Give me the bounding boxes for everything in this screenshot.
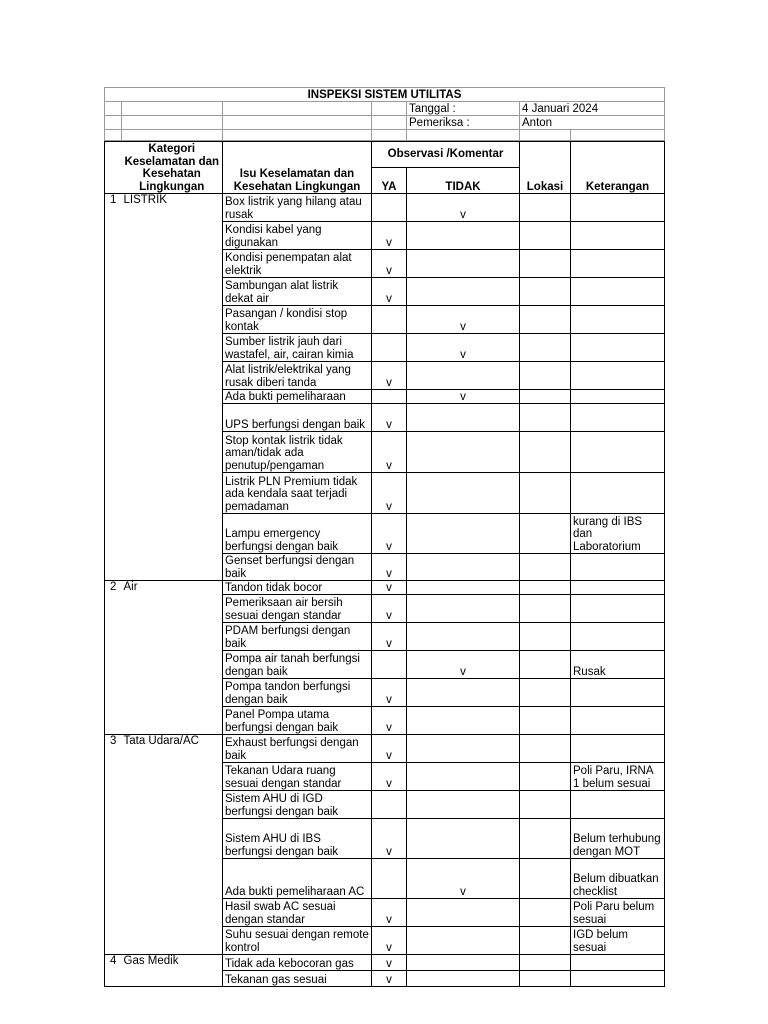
category-name: LISTRIK (122, 194, 223, 581)
issue-cell: Ada bukti pemeliharaan AC (223, 859, 372, 899)
location-cell (520, 306, 571, 334)
location-cell (520, 899, 571, 927)
ya-mark: v (372, 404, 407, 432)
location-cell (520, 679, 571, 707)
category-number: 1 (105, 194, 122, 581)
ya-mark: v (372, 432, 407, 473)
tidak-mark (407, 763, 520, 791)
location-cell (520, 623, 571, 651)
tidak-mark: v (407, 194, 520, 222)
ya-mark: v (372, 514, 407, 554)
issue-cell: Genset berfungsi dengan baik (223, 554, 372, 581)
note-cell (571, 595, 665, 623)
tidak-mark (407, 819, 520, 859)
header-issue: Isu Keselamatan dan Kesehatan Lingkungan (223, 142, 372, 194)
table-row (105, 581, 665, 595)
ya-mark: v (372, 581, 407, 595)
ya-mark (372, 390, 407, 404)
tidak-mark (407, 278, 520, 306)
note-cell (571, 306, 665, 334)
location-cell (520, 581, 571, 595)
table-row (105, 955, 665, 971)
note-cell: Belum dibuatkan checklist (571, 859, 665, 899)
date-value: 4 Januari 2024 (520, 102, 665, 116)
category-number: 4 (105, 955, 122, 987)
ya-mark: v (372, 819, 407, 859)
table-row (105, 194, 665, 222)
issue-cell: Sambungan alat listrik dekat air (223, 278, 372, 306)
tidak-mark: v (407, 651, 520, 679)
ya-mark: v (372, 554, 407, 581)
tidak-mark (407, 899, 520, 927)
note-cell (571, 791, 665, 819)
issue-cell: Alat listrik/elektrikal yang rusak diberi tanda (223, 362, 372, 390)
note-cell (571, 473, 665, 514)
header-observation: Observasi /Komentar (372, 142, 520, 168)
note-cell: Poli Paru, IRNA 1 belum sesuai (571, 763, 665, 791)
note-cell (571, 707, 665, 735)
issue-cell: Pompa tandon berfungsi dengan baik (223, 679, 372, 707)
note-cell (571, 222, 665, 250)
issue-cell: Sumber listrik jauh dari wastafel, air, cairan kimia (223, 334, 372, 362)
tidak-mark: v (407, 859, 520, 899)
tidak-mark (407, 404, 520, 432)
ya-mark (372, 791, 407, 819)
ya-mark (372, 334, 407, 362)
location-cell (520, 791, 571, 819)
location-cell (520, 390, 571, 404)
tidak-mark (407, 735, 520, 763)
location-cell (520, 334, 571, 362)
ya-mark: v (372, 278, 407, 306)
issue-cell: Pemeriksaan air bersih sesuai dengan standar (223, 595, 372, 623)
note-cell (571, 679, 665, 707)
issue-cell: Exhaust berfungsi dengan baik (223, 735, 372, 763)
issue-cell: Ada bukti pemeliharaan (223, 390, 372, 404)
ya-mark: v (372, 222, 407, 250)
tidak-mark (407, 432, 520, 473)
ya-mark: v (372, 623, 407, 651)
location-cell (520, 763, 571, 791)
location-cell (520, 514, 571, 554)
issue-cell: Suhu sesuai dengan remote kontrol (223, 927, 372, 955)
tidak-mark (407, 595, 520, 623)
issue-cell: Tidak ada kebocoran gas (223, 955, 372, 971)
ya-mark: v (372, 927, 407, 955)
tidak-mark (407, 707, 520, 735)
note-cell (571, 404, 665, 432)
note-cell: Belum terhubung dengan MOT (571, 819, 665, 859)
note-cell (571, 432, 665, 473)
location-cell (520, 250, 571, 278)
table-row (105, 735, 665, 763)
ya-mark: v (372, 763, 407, 791)
tidak-mark (407, 581, 520, 595)
note-cell (571, 955, 665, 971)
note-cell (571, 623, 665, 651)
note-cell (571, 334, 665, 362)
tidak-mark: v (407, 334, 520, 362)
ya-mark: v (372, 707, 407, 735)
note-cell (571, 194, 665, 222)
ya-mark: v (372, 679, 407, 707)
issue-cell: Box listrik yang hilang atau rusak (223, 194, 372, 222)
ya-mark (372, 194, 407, 222)
location-cell (520, 859, 571, 899)
category-number: 3 (105, 735, 122, 955)
note-cell (571, 362, 665, 390)
issue-cell: Sistem AHU di IGD berfungsi dengan baik (223, 791, 372, 819)
ya-mark: v (372, 250, 407, 278)
issue-cell: Sistem AHU di IBS berfungsi dengan baik (223, 819, 372, 859)
category-number: 2 (105, 581, 122, 735)
inspection-table (104, 141, 665, 987)
header-location: Lokasi (520, 142, 571, 194)
tidak-mark (407, 955, 520, 971)
issue-cell: Hasil swab AC sesuai dengan standar (223, 899, 372, 927)
tidak-mark (407, 623, 520, 651)
ya-mark (372, 859, 407, 899)
issue-cell: Lampu emergency berfungsi dengan baik (223, 514, 372, 554)
tidak-mark (407, 679, 520, 707)
tidak-mark (407, 222, 520, 250)
location-cell (520, 554, 571, 581)
header-table (104, 87, 665, 141)
category-name: Air (122, 581, 223, 735)
ya-mark: v (372, 971, 407, 987)
note-cell: Rusak (571, 651, 665, 679)
inspector-value: Anton (520, 116, 665, 130)
document-title: INSPEKSI SISTEM UTILITAS (105, 88, 665, 102)
note-cell (571, 581, 665, 595)
ya-mark (372, 306, 407, 334)
tidak-mark (407, 250, 520, 278)
location-cell (520, 404, 571, 432)
inspector-label: Pemeriksa : (407, 116, 520, 130)
note-cell (571, 554, 665, 581)
tidak-mark (407, 927, 520, 955)
header-category: Kategori Keselamatan dan Kesehatan Lingkungan (122, 142, 223, 194)
tidak-mark (407, 971, 520, 987)
note-cell: IGD belum sesuai (571, 927, 665, 955)
location-cell (520, 651, 571, 679)
tidak-mark (407, 362, 520, 390)
tidak-mark (407, 514, 520, 554)
location-cell (520, 278, 571, 306)
ya-mark: v (372, 955, 407, 971)
location-cell (520, 707, 571, 735)
note-cell (571, 971, 665, 987)
ya-mark: v (372, 735, 407, 763)
category-name: Gas Medik (122, 955, 223, 987)
ya-mark: v (372, 473, 407, 514)
location-cell (520, 927, 571, 955)
location-cell (520, 473, 571, 514)
category-name: Tata Udara/AC (122, 735, 223, 955)
issue-cell: Panel Pompa utama berfungsi dengan baik (223, 707, 372, 735)
location-cell (520, 222, 571, 250)
header-note: Keterangan (571, 142, 665, 194)
inspection-document (104, 87, 665, 987)
header-tidak: TIDAK (407, 168, 520, 194)
note-cell (571, 250, 665, 278)
tidak-mark (407, 554, 520, 581)
tidak-mark (407, 473, 520, 514)
location-cell (520, 194, 571, 222)
location-cell (520, 819, 571, 859)
issue-cell: Stop kontak listrik tidak aman/tidak ada penutup/pengaman (223, 432, 372, 473)
ya-mark: v (372, 899, 407, 927)
issue-cell: Pompa air tanah berfungsi dengan baik (223, 651, 372, 679)
issue-cell: Pasangan / kondisi stop kontak (223, 306, 372, 334)
location-cell (520, 362, 571, 390)
issue-cell: Listrik PLN Premium tidak ada kendala saat terjadi pemadaman (223, 473, 372, 514)
ya-mark: v (372, 362, 407, 390)
location-cell (520, 971, 571, 987)
location-cell (520, 955, 571, 971)
tidak-mark (407, 791, 520, 819)
issue-cell: Kondisi kabel yang digunakan (223, 222, 372, 250)
ya-mark (372, 651, 407, 679)
location-cell (520, 432, 571, 473)
issue-cell: PDAM berfungsi dengan baik (223, 623, 372, 651)
note-cell: Poli Paru belum sesuai (571, 899, 665, 927)
ya-mark: v (372, 595, 407, 623)
note-cell (571, 735, 665, 763)
tidak-mark: v (407, 306, 520, 334)
location-cell (520, 595, 571, 623)
note-cell (571, 278, 665, 306)
date-label: Tanggal : (407, 102, 520, 116)
note-cell (571, 390, 665, 404)
header-ya: YA (372, 168, 407, 194)
issue-cell: Tekanan Udara ruang sesuai dengan standar (223, 763, 372, 791)
issue-cell: Tandon tidak bocor (223, 581, 372, 595)
issue-cell: UPS berfungsi dengan baik (223, 404, 372, 432)
note-cell: kurang di IBS dan Laboratorium (571, 514, 665, 554)
issue-cell: Tekanan gas sesuai (223, 971, 372, 987)
location-cell (520, 735, 571, 763)
issue-cell: Kondisi penempatan alat elektrik (223, 250, 372, 278)
tidak-mark: v (407, 390, 520, 404)
